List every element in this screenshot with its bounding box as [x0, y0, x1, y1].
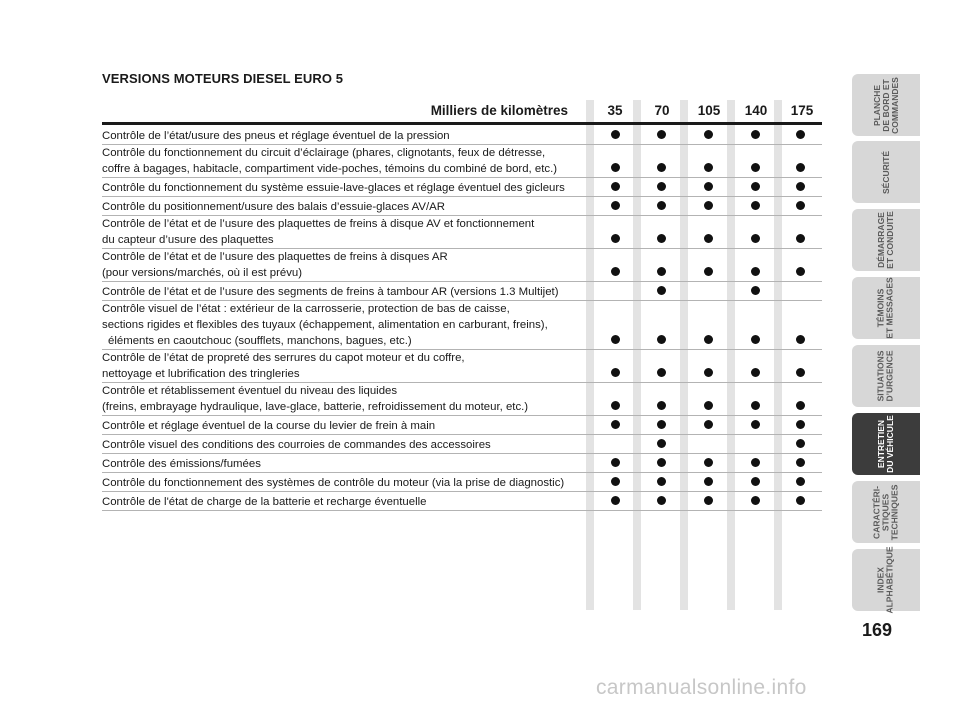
interval-cell-35 — [592, 383, 638, 416]
row-description-line: Contrôle de l’état et de l’usure des plaquettes de freins à disque AV et fonctionnement — [102, 218, 535, 230]
interval-cell-175 — [779, 145, 822, 178]
section-tab-label-line: D’URGENCE — [884, 350, 895, 402]
row-description — [102, 126, 592, 145]
row-description — [102, 350, 592, 383]
check-dot-icon — [657, 401, 666, 410]
check-dot-icon — [611, 234, 620, 243]
section-tab[interactable] — [852, 481, 920, 543]
section-title: VERSIONS MOTEURS DIESEL EURO 5 — [102, 71, 344, 86]
check-dot-icon — [751, 286, 760, 295]
section-tab[interactable] — [852, 546, 920, 614]
row-description — [102, 197, 592, 216]
km-column-175: 175 — [790, 103, 814, 118]
row-description — [102, 473, 592, 492]
km-column-35: 35 — [607, 103, 623, 118]
interval-cell-175 — [779, 435, 822, 454]
km-header — [102, 100, 822, 122]
interval-cell-70 — [638, 145, 685, 178]
row-description-line: sections rigides et flexibles des tuyaux (échappement, alimentation en carburant, freins), — [102, 319, 548, 331]
check-dot-icon — [796, 130, 805, 139]
check-dot-icon — [657, 420, 666, 429]
page-number: 169 — [861, 620, 893, 640]
section-tab-label — [877, 211, 895, 269]
check-dot-icon — [704, 201, 713, 210]
interval-cell-70 — [638, 178, 685, 197]
interval-cell-175 — [779, 301, 822, 350]
maintenance-rows — [102, 126, 822, 511]
check-dot-icon — [657, 458, 666, 467]
check-dot-icon — [751, 368, 760, 377]
interval-cell-140 — [732, 492, 779, 511]
check-dot-icon — [704, 182, 713, 191]
interval-cell-105 — [685, 435, 732, 454]
interval-cell-35 — [592, 435, 638, 454]
interval-cell-35 — [592, 473, 638, 492]
row-description-line: Contrôle de l’état/usure des pneus et réglage éventuel de la pression — [102, 130, 450, 142]
interval-cell-175 — [779, 178, 822, 197]
interval-cell-140 — [732, 350, 779, 383]
row-description — [102, 145, 592, 178]
interval-cell-175 — [779, 126, 822, 145]
table-row — [102, 435, 822, 454]
section-tab-label-line: CARACTÉRI- — [871, 485, 882, 539]
check-dot-icon — [751, 234, 760, 243]
interval-cell-35 — [592, 178, 638, 197]
section-tab-label-line: ENTRETIEN — [876, 419, 886, 469]
section-tab-label-line: TECHNIQUES — [889, 484, 900, 540]
row-description — [102, 216, 592, 249]
interval-cell-70 — [638, 416, 685, 435]
section-tab-label-line: DU VÉHICULE — [885, 415, 895, 473]
interval-cell-70 — [638, 350, 685, 383]
section-tab-label — [881, 151, 890, 194]
check-dot-icon — [796, 335, 805, 344]
section-tab-label-line: DÉMARRAGE — [876, 212, 886, 268]
check-dot-icon — [657, 368, 666, 377]
section-tab-label-line: STIQUES — [880, 493, 891, 531]
row-description-line: Contrôle du fonctionnement du circuit d’éclairage (phares, clignotants, feux de détresse, — [102, 147, 546, 159]
check-dot-icon — [796, 234, 805, 243]
km-column-105: 105 — [697, 103, 721, 118]
row-description — [102, 249, 592, 282]
row-description-line: Contrôle de l'état de charge de la batterie et recharge éventuelle — [102, 496, 427, 508]
interval-cell-35 — [592, 126, 638, 145]
table-row — [102, 350, 822, 383]
row-description — [102, 301, 592, 350]
check-dot-icon — [796, 439, 805, 448]
row-description-line: Contrôle du fonctionnement des systèmes de contrôle du moteur (via la prise de diagnostic) — [102, 477, 565, 489]
section-tab[interactable] — [852, 413, 920, 475]
interval-cell-140 — [732, 383, 779, 416]
check-dot-icon — [611, 182, 620, 191]
interval-cell-140 — [732, 197, 779, 216]
interval-cell-105 — [685, 350, 732, 383]
section-tab-label-line: SÉCURITÉ — [880, 150, 891, 194]
row-description-line: nettoyage et lubrification des tringleries — [102, 368, 300, 380]
section-tab-label — [872, 484, 899, 540]
row-description-line: (pour versions/marchés, où il est prévu) — [102, 267, 303, 279]
interval-cell-70 — [638, 492, 685, 511]
check-dot-icon — [704, 458, 713, 467]
check-dot-icon — [657, 335, 666, 344]
interval-cell-140 — [732, 435, 779, 454]
check-dot-icon — [751, 267, 760, 276]
interval-cell-175 — [779, 473, 822, 492]
check-dot-icon — [611, 420, 620, 429]
check-dot-icon — [796, 496, 805, 505]
interval-cell-105 — [685, 416, 732, 435]
check-dot-icon — [796, 401, 805, 410]
interval-cell-140 — [732, 473, 779, 492]
check-dot-icon — [704, 401, 713, 410]
interval-cell-140 — [732, 416, 779, 435]
check-dot-icon — [611, 401, 620, 410]
section-tab-label — [872, 77, 899, 134]
table-row — [102, 197, 822, 216]
section-tab-label-line: INDEX — [876, 567, 886, 593]
interval-cell-35 — [592, 301, 638, 350]
section-tab-label — [877, 350, 895, 401]
row-description-line: Contrôle visuel de l’état : extérieur de la carrosserie, protection de bas de caisse, — [102, 303, 510, 315]
interval-cell-70 — [638, 383, 685, 416]
check-dot-icon — [751, 182, 760, 191]
interval-cell-70 — [638, 126, 685, 145]
check-dot-icon — [611, 130, 620, 139]
interval-cell-70 — [638, 216, 685, 249]
interval-cell-70 — [638, 249, 685, 282]
section-tab-label-line: ET CONDUITE — [885, 211, 895, 269]
interval-cell-105 — [685, 216, 732, 249]
check-dot-icon — [657, 477, 666, 486]
check-dot-icon — [704, 368, 713, 377]
check-dot-icon — [704, 234, 713, 243]
section-tab[interactable] — [852, 277, 920, 339]
check-dot-icon — [796, 368, 805, 377]
check-dot-icon — [611, 368, 620, 377]
row-description-line: Contrôle et réglage éventuel de la course du levier de frein à main — [102, 420, 436, 432]
interval-cell-140 — [732, 282, 779, 301]
interval-cell-35 — [592, 216, 638, 249]
interval-cell-70 — [638, 282, 685, 301]
check-dot-icon — [796, 201, 805, 210]
interval-cell-175 — [779, 492, 822, 511]
table-row — [102, 282, 822, 301]
km-header-label: Milliers de kilomètres — [430, 103, 568, 118]
interval-cell-175 — [779, 282, 822, 301]
interval-cell-175 — [779, 416, 822, 435]
interval-cell-105 — [685, 383, 732, 416]
check-dot-icon — [657, 182, 666, 191]
interval-cell-140 — [732, 145, 779, 178]
interval-cell-140 — [732, 216, 779, 249]
check-dot-icon — [657, 286, 666, 295]
interval-cell-105 — [685, 145, 732, 178]
check-dot-icon — [704, 477, 713, 486]
check-dot-icon — [704, 163, 713, 172]
check-dot-icon — [751, 335, 760, 344]
check-dot-icon — [704, 130, 713, 139]
interval-cell-35 — [592, 282, 638, 301]
interval-cell-105 — [685, 454, 732, 473]
check-dot-icon — [611, 163, 620, 172]
table-row — [102, 145, 822, 178]
check-dot-icon — [657, 201, 666, 210]
section-tab-label-line: TÉMOINS — [876, 288, 886, 328]
row-description — [102, 416, 592, 435]
interval-cell-35 — [592, 145, 638, 178]
watermark: carmanualsonline.info — [596, 676, 807, 699]
check-dot-icon — [796, 267, 805, 276]
table-row — [102, 216, 822, 249]
check-dot-icon — [657, 439, 666, 448]
check-dot-icon — [751, 401, 760, 410]
table-row — [102, 454, 822, 473]
km-column-70: 70 — [654, 103, 670, 118]
section-tab-label-line: PLANCHE — [871, 84, 882, 126]
interval-cell-175 — [779, 350, 822, 383]
interval-cell-175 — [779, 197, 822, 216]
table-row — [102, 492, 822, 511]
row-description-line: Contrôle visuel des conditions des courroies de commandes des accessoires — [102, 439, 491, 451]
row-description-line: coffre à bagages, habitacle, compartiment vide-poches, témoins du combiné de bord, etc.) — [102, 163, 558, 175]
maintenance-table — [102, 126, 822, 511]
interval-cell-35 — [592, 454, 638, 473]
table-row — [102, 178, 822, 197]
section-tab-label-line: ET MESSAGES — [885, 277, 895, 339]
row-description-line: Contrôle du positionnement/usure des balais d’essuie-glaces AV/AR — [102, 201, 445, 213]
section-tab[interactable] — [852, 209, 920, 271]
check-dot-icon — [611, 335, 620, 344]
check-dot-icon — [704, 496, 713, 505]
table-row — [102, 383, 822, 416]
section-tab-label — [877, 546, 895, 613]
section-tab-label-line: COMMANDES — [889, 76, 900, 134]
check-dot-icon — [796, 420, 805, 429]
interval-cell-105 — [685, 178, 732, 197]
check-dot-icon — [704, 267, 713, 276]
check-dot-icon — [611, 496, 620, 505]
table-row — [102, 126, 822, 145]
row-description-line: Contrôle et rétablissement éventuel du niveau des liquides — [102, 385, 398, 397]
section-tab-label-line: SITUATIONS — [875, 350, 886, 402]
section-tab[interactable] — [852, 141, 920, 203]
interval-cell-140 — [732, 301, 779, 350]
interval-cell-105 — [685, 473, 732, 492]
section-tab-label — [877, 277, 895, 338]
interval-cell-140 — [732, 126, 779, 145]
section-tab[interactable] — [852, 74, 920, 136]
interval-cell-175 — [779, 216, 822, 249]
interval-cell-105 — [685, 126, 732, 145]
interval-cell-105 — [685, 197, 732, 216]
row-description-line: (freins, embrayage hydraulique, lave-glace, batterie, refroidissement du moteur, etc.) — [102, 401, 529, 413]
interval-cell-175 — [779, 383, 822, 416]
row-description-line: Contrôle de l’état et de l’usure des plaquettes de freins à disques AR — [102, 251, 448, 263]
interval-cell-175 — [779, 454, 822, 473]
check-dot-icon — [751, 477, 760, 486]
row-description-line: Contrôle du fonctionnement du système essuie-lave-glaces et réglage éventuel des gicleurs — [102, 182, 565, 194]
interval-cell-35 — [592, 197, 638, 216]
section-tab[interactable] — [852, 345, 920, 407]
check-dot-icon — [704, 335, 713, 344]
row-description — [102, 492, 592, 511]
table-row — [102, 473, 822, 492]
check-dot-icon — [611, 477, 620, 486]
check-dot-icon — [751, 163, 760, 172]
check-dot-icon — [657, 267, 666, 276]
interval-cell-70 — [638, 197, 685, 216]
check-dot-icon — [704, 420, 713, 429]
interval-cell-105 — [685, 301, 732, 350]
row-description-line: du capteur d’usure des plaquettes — [102, 234, 274, 246]
section-tab-label-line: ALPHABÉTIQUE — [885, 546, 895, 614]
row-description — [102, 178, 592, 197]
interval-cell-70 — [638, 301, 685, 350]
check-dot-icon — [751, 496, 760, 505]
row-description — [102, 454, 592, 473]
check-dot-icon — [611, 267, 620, 276]
interval-cell-175 — [779, 249, 822, 282]
check-dot-icon — [657, 130, 666, 139]
row-description — [102, 383, 592, 416]
section-tab-label-line: DE BORD ET — [880, 78, 891, 132]
check-dot-icon — [611, 201, 620, 210]
interval-cell-35 — [592, 350, 638, 383]
row-description-line: Contrôle de l’état et de l’usure des segments de freins à tambour AR (versions 1.3 Multijet) — [102, 286, 559, 298]
interval-cell-70 — [638, 454, 685, 473]
interval-cell-35 — [592, 249, 638, 282]
row-description-line: Contrôle des émissions/fumées — [102, 458, 261, 470]
km-column-140: 140 — [744, 103, 768, 118]
interval-cell-140 — [732, 178, 779, 197]
check-dot-icon — [657, 496, 666, 505]
check-dot-icon — [796, 477, 805, 486]
header-rule — [102, 122, 822, 125]
check-dot-icon — [657, 234, 666, 243]
interval-cell-105 — [685, 249, 732, 282]
section-tab-label — [877, 415, 895, 473]
interval-cell-35 — [592, 416, 638, 435]
check-dot-icon — [611, 458, 620, 467]
check-dot-icon — [796, 182, 805, 191]
interval-cell-105 — [685, 492, 732, 511]
interval-cell-140 — [732, 454, 779, 473]
interval-cell-70 — [638, 435, 685, 454]
table-row — [102, 301, 822, 350]
table-row — [102, 249, 822, 282]
check-dot-icon — [751, 458, 760, 467]
check-dot-icon — [796, 163, 805, 172]
row-description — [102, 435, 592, 454]
interval-cell-70 — [638, 473, 685, 492]
row-description-line: éléments en caoutchouc (soufflets, manchons, bagues, etc.) — [108, 335, 412, 347]
interval-cell-140 — [732, 249, 779, 282]
row-description — [102, 282, 592, 301]
check-dot-icon — [796, 458, 805, 467]
check-dot-icon — [751, 420, 760, 429]
interval-cell-105 — [685, 282, 732, 301]
check-dot-icon — [751, 130, 760, 139]
check-dot-icon — [657, 163, 666, 172]
row-description-line: Contrôle de l’état de propreté des serrures du capot moteur et du coffre, — [102, 352, 465, 364]
interval-cell-35 — [592, 492, 638, 511]
table-row — [102, 416, 822, 435]
check-dot-icon — [751, 201, 760, 210]
